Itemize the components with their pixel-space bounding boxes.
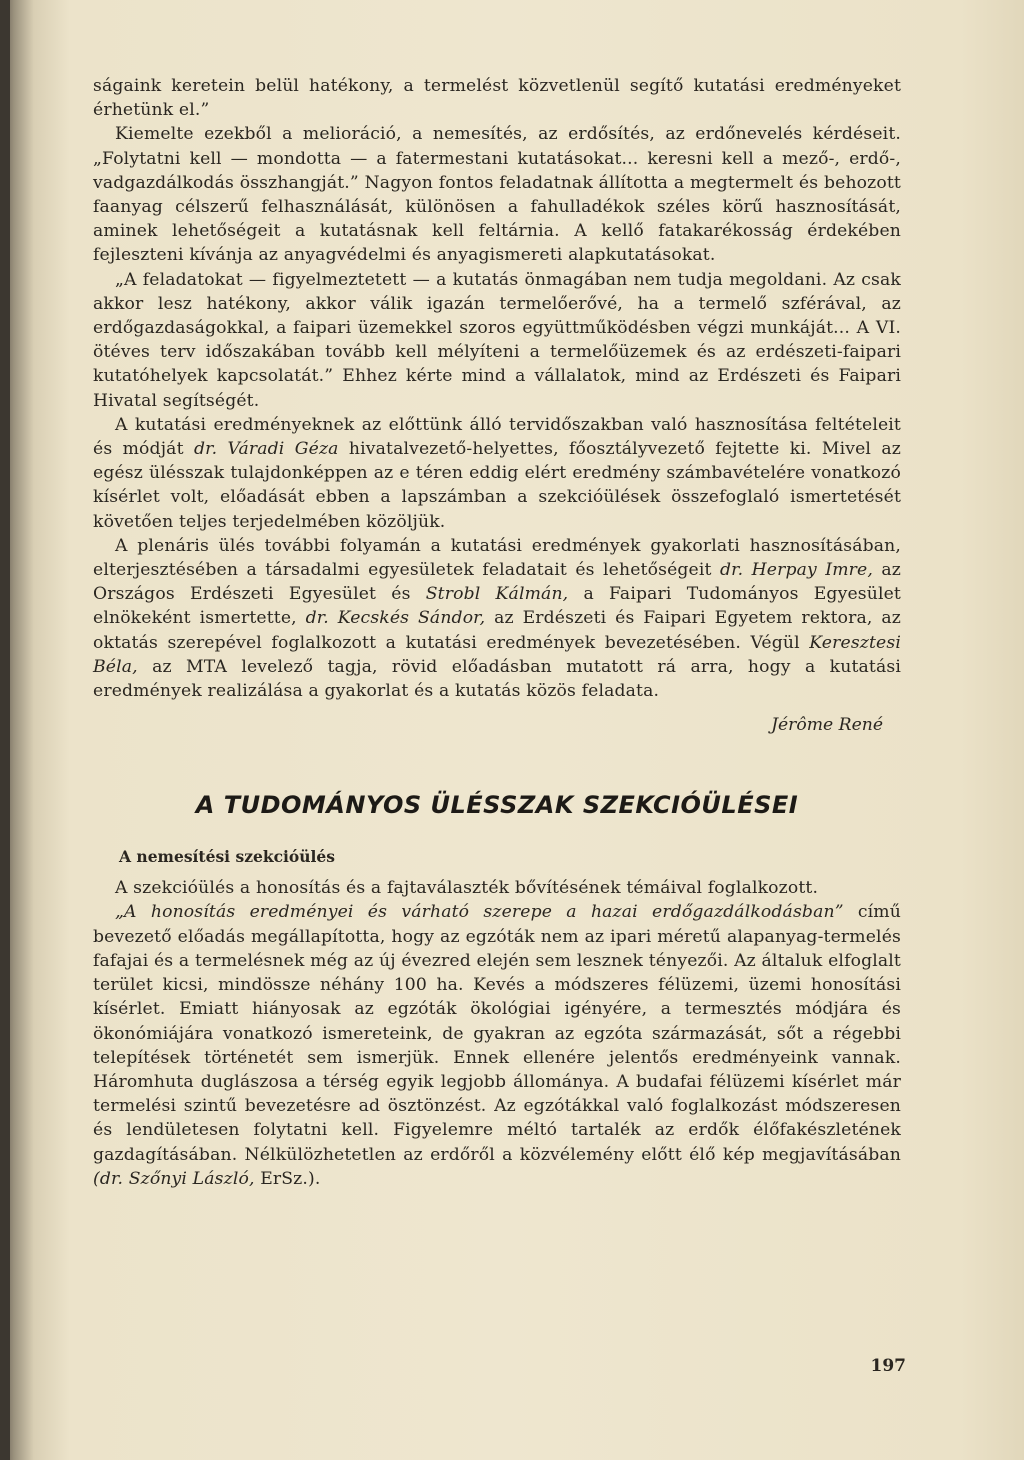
p5-text-1: A plenáris ülés további folyamán a kutatási eredmények gyakorlati hasznosításában, elterjesztésében a társadalmi egyesületek feladatait és lehetőségeit (93, 535, 901, 581)
paragraph-5 (93, 534, 901, 703)
text-column (93, 74, 901, 1191)
section-paragraph-1: A szekcióülés a honosítás és a fajtaválaszték bővítésének témáival foglalkozott. (115, 878, 819, 899)
person-name-keresztesi: Keresztesi Béla, (93, 632, 901, 677)
book-spine-shadow (0, 0, 10, 1460)
p4-text-a: A kutatási eredményeknek az előttünk álló tervidőszakban való hasznosítása feltételeit és módját (93, 414, 901, 460)
p5-text-4: az Erdészeti és Faipari Egyetem rektora, az oktatás szerepével foglalkozott a kutatási eredmények bevezetésében. Végül (93, 608, 901, 653)
p5-text-5: az MTA levelező tagja, rövid előadásban mutatott rá arra, hogy a kutatási eredmények realizálása a gyakorlat és a kutatás közös feladata. (93, 656, 901, 702)
person-name-strobl: Strobl Kálmán, (425, 584, 569, 605)
person-name-herpay: dr. Herpay Imre, (719, 560, 873, 581)
sub-heading: A nemesítési szekcióülés (119, 847, 336, 867)
paragraph-4 (93, 413, 901, 534)
paragraph-1: ságaink keretein belül hatékony, a termelést közvetlenül segítő kutatási eredményeket érhetünk el.” (93, 76, 901, 121)
section-heading: A TUDOMÁNYOS ÜLÉSSZAK SZEKCIÓÜLÉSEI (195, 791, 799, 820)
citation-author: (dr. Szőnyi László, (93, 1168, 255, 1189)
p5-text-2: az Országos Erdészeti Egyesület és (93, 560, 901, 605)
paragraph-3: „A feladatokat — figyelmeztetett — a kutatás önmagában nem tudja megoldani. Az csak akkor lesz hatékony, akkor válik igazán termelőerővé, ha a termelő szférával, az erdőgazdaságokkal, a faipari üzemekkel szoros együttműködésben végzi munkáját... A VI. ötéves terv időszakában tovább kell mélyíteni a termelőüzemek és az erdészeti-faipari kutatóhelyek kapcsolatát.” Ehhez kérte mind a vállalatok, mind az Erdészeti és Faipari Hivatal segítségét. (93, 269, 901, 411)
lecture-title: „A honosítás eredményei és várható szerepe a hazai erdőgazdálkodásban” (115, 902, 844, 923)
person-name-kecskes: dr. Kecskés Sándor, (305, 608, 486, 629)
citation-tail: ErSz.). (254, 1168, 321, 1189)
author-signature: Jérôme René (771, 715, 883, 736)
section-p2-body: című bevezető előadás megállapította, hogy az egzóták nem az ipari méretű alapanyag-termelés fafajai és a termelésnek még az új évezred elején sem lesznek tényezői. Az általuk elfoglalt terület kicsi, mindössze néhány 100 ha. Kevés a módszeres félüzemi, üzemi honosítási kísérlet. Emiatt hiányosak az egzóták ökológiai igényére, a termesztés módjára és ökonómiájára vonatkozó ismereteink, de gyakran az egzóta származását, sőt a régebbi telepítések történetét sem ismerjük. Ennek ellenére jelentős eredményeink vannak. Háromhuta duglászosa a térség egyik legjobb állománya. A budafai félüzemi kísérlet már termelési szintű bevezetésre ad ösztönzést. Az egzótákkal való foglalkozást módszeresen és lendületesen folytatni kell. Figyelemre méltó tartalék az erdők élőfakészletének gazdagításában. Nélkülözhetetlen az erdőről a közvélemény előtt élő kép megjavításában (93, 902, 901, 1165)
person-name-varadi: dr. Váradi Géza (193, 439, 339, 460)
section-paragraph-2 (93, 900, 901, 1190)
p5-text-3: a Faipari Tudományos Egyesület elnökeként ismertette, (93, 584, 901, 629)
paragraph-2: Kiemelte ezekből a melioráció, a nemesítés, az erdősítés, az erdőnevelés kérdéseit. „Folytatni kell — mondotta — a fatermestani kutatásokat... keresni kell a mező-, erdő-, vadgazdálkodás összhangját.” Nagyon fontos feladatnak állította a megtermelt és behozott faanyag célszerű felhasználását, különösen a fahulladékok széles körű hasznosítását, aminek lehetőségeit a kutatásnak kell feltárnia. A kellő fatakarékosság érdekében fejleszteni kívánja az anyagvédelmi és anyagismereti alapkutatásokat. (93, 124, 901, 266)
page-number: 197 (870, 1356, 906, 1376)
p4-text-b: hivatalvezető-helyettes, főosztályvezető fejtette ki. Mivel az egész ülésszak tulajdonképpen az e téren eddig elért eredmény számbavételére vonatkozó kísérlet volt, előadását ebben a lapszámban a szekcióülések összefoglaló ismertetését követően teljes terjedelmében közöljük. (93, 439, 901, 532)
